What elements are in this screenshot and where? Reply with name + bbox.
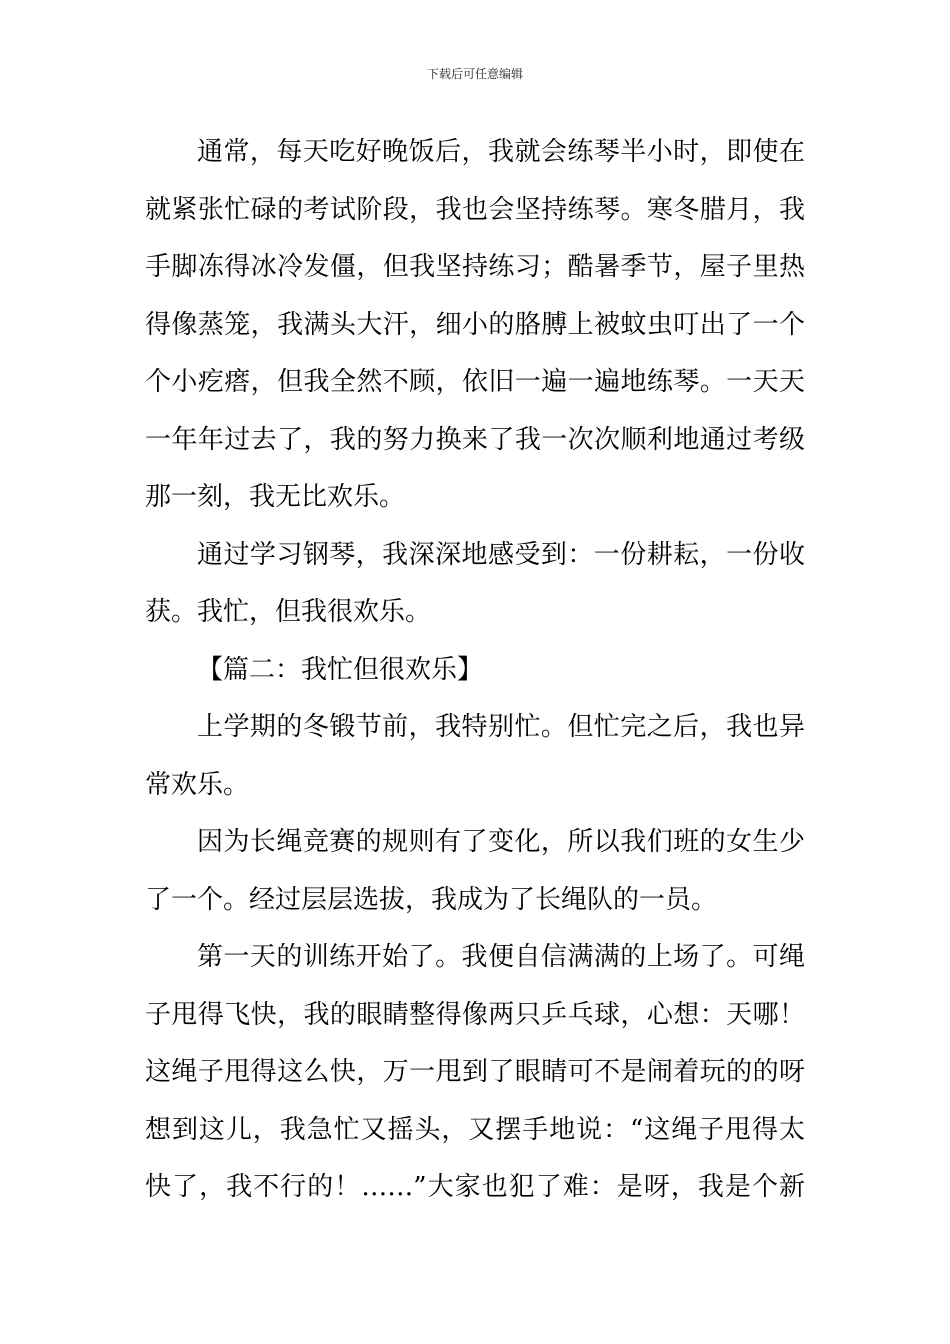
- paragraph-practice: [145, 124, 805, 527]
- text-line: 想到这儿，我急忙又摇头，又摆手地说：“这绳子甩得太: [145, 1114, 805, 1145]
- text-line: 那一刻，我无比欢乐。: [145, 482, 406, 512]
- text-line: 通常，每天吃好晚饭后，我就会练琴半小时，即使在: [197, 137, 805, 167]
- text-line: 快了，我不行的！……”大家也犯了难：是呀，我是个新: [145, 1172, 805, 1202]
- paragraph-rules: [145, 814, 805, 929]
- paragraph-intro: [145, 699, 805, 814]
- section-heading: [145, 642, 805, 700]
- paragraph-training: [145, 929, 805, 1217]
- page-header: 下载后可任意编辑: [426, 67, 523, 81]
- text-line: 子甩得飞快，我的眼睛整得像两只乒乓球，心想：天哪！: [145, 999, 805, 1030]
- text-line: 手脚冻得冰冷发僵，但我坚持练习；酷暑季节，屋子里热: [145, 252, 805, 282]
- text-line: 获。我忙，但我很欢乐。: [145, 597, 432, 627]
- text-line: 因为长绳竞赛的规则有了变化，所以我们班的女生少: [197, 827, 805, 857]
- document-body: [145, 124, 805, 1217]
- text-line: 就紧张忙碌的考试阶段，我也会坚持练琴。寒冬腊月，我: [145, 194, 805, 225]
- text-line: 通过学习钢琴，我深深地感受到：一份耕耘，一份收: [197, 539, 805, 570]
- paragraph-piano-summary: [145, 527, 805, 642]
- section-heading-text: 【篇二：我忙但很欢乐】: [197, 654, 484, 685]
- text-line: 得像蒸笼，我满头大汗，细小的胳膊上被蚊虫叮出了一个: [145, 309, 805, 340]
- text-line: 常欢乐。: [145, 769, 250, 800]
- text-line: 个小疙瘩，但我全然不顾，依旧一遍一遍地练琴。一天天: [145, 367, 805, 397]
- text-line: 这绳子甩得这么快，万一甩到了眼睛可不是闹着玩的的呀: [145, 1057, 805, 1087]
- text-line: 上学期的冬锻节前，我特别忙。但忙完之后，我也异: [197, 712, 805, 742]
- text-line: 第一天的训练开始了。我便自信满满的上场了。可绳: [197, 942, 805, 972]
- text-line: 了一个。经过层层选拔，我成为了长绳队的一员。: [145, 884, 718, 915]
- text-line: 一年年过去了，我的努力换来了我一次次顺利地通过考级: [145, 424, 805, 455]
